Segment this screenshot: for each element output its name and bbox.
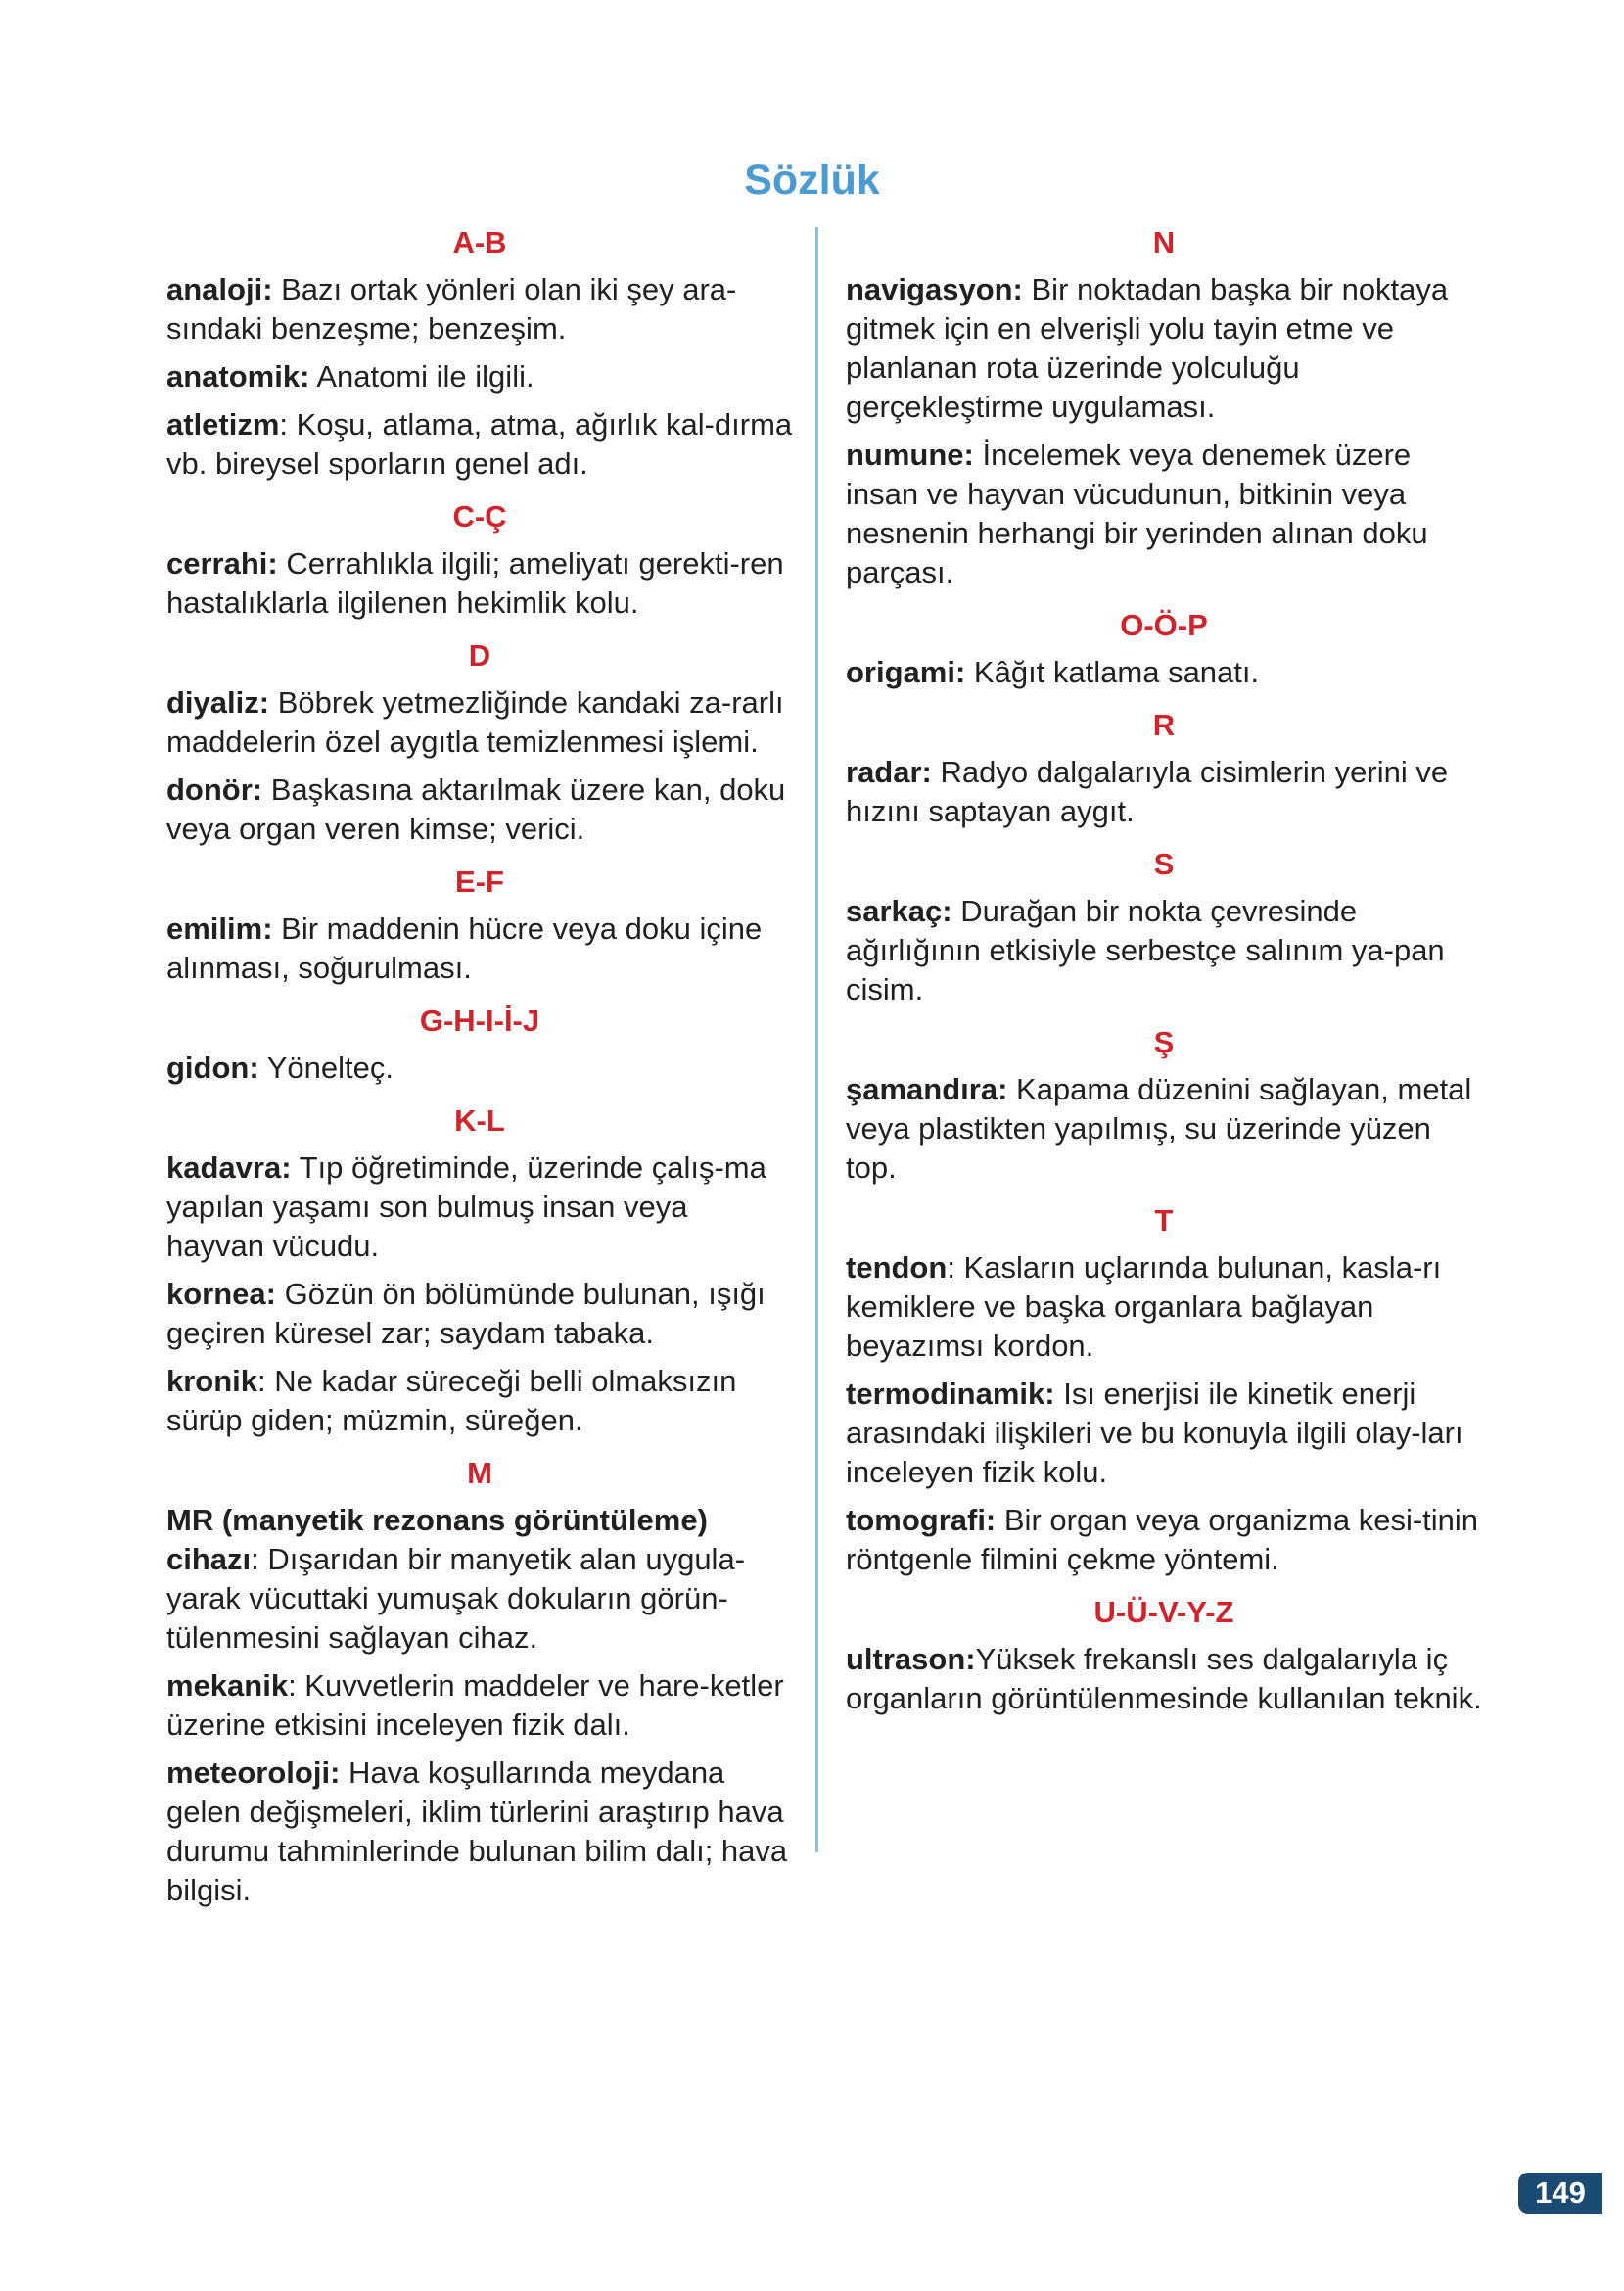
section-letter-heading: N [1152,225,1176,259]
entry-definition: Bir noktadan başka bir noktaya gitmek için en elverişli yolu tayin etme ve planlanan rota üzerinde yolculuğu gerçekleştirme uygulaması. [846,272,1449,424]
right-column [846,223,1482,1727]
section-letter-heading: S [1153,847,1175,881]
entry-definition: Durağan bir nokta çevresinde ağırlığının etkisiyle serbestçe salınım ya-pan cisim. [846,894,1445,1006]
entry-definition: Başkasına aktarılmak üzere kan, doku veya organ veren kimse; verici. [166,772,786,846]
glossary-entry [166,771,793,849]
glossary-entry [166,1049,793,1088]
glossary-section [846,1023,1482,1188]
glossary-entry [846,892,1482,1009]
glossary-entry [846,1248,1482,1366]
entry-term: donör: [166,772,263,807]
entry-term: cerrahi: [166,546,278,581]
entry-term: gidon: [166,1051,259,1085]
entry-term: mekanik [166,1668,289,1703]
section-letter-heading: T [1154,1203,1174,1238]
entry-definition: : Kasların uçlarında bulunan, kasla-rı kemiklere ve başka organlara bağlayan beyazımsı kordon. [846,1250,1442,1363]
glossary-entry [166,1275,793,1353]
entry-term: MR (manyetik rezonans görüntüleme) cihazı [166,1503,708,1576]
glossary-entry [846,436,1482,592]
entry-definition: Isı enerjisi ile kinetik enerji arasındaki ilişkileri ve bu konuyla ilgili olay-ları inceleyen fizik kolu. [846,1377,1463,1489]
glossary-section [166,863,793,988]
glossary-entry [166,544,793,623]
glossary-entry [166,270,793,349]
glossary-section [166,497,793,623]
section-letter-heading: M [467,1456,492,1490]
glossary-entry [846,1501,1482,1579]
entry-definition: Kapama düzenini sağlayan, metal veya plastikten yapılmış, su üzerinde yüzen top. [846,1072,1472,1185]
entry-term: atletizm [166,407,280,442]
entry-term: tomografi: [846,1503,997,1537]
glossary-entry [846,653,1482,692]
entry-definition: Bazı ortak yönleri olan iki şey ara-sındaki benzeşme; benzeşim. [166,272,737,346]
glossary-section [166,1002,793,1088]
glossary-entry [166,1148,793,1266]
glossary-entry [166,1666,793,1745]
glossary-entry [166,405,793,484]
section-letter-heading: U-Ü-V-Y-Z [1093,1595,1234,1629]
entry-term: termodinamik: [846,1377,1055,1411]
section-letter-heading: G-H-I-İ-J [419,1004,540,1038]
glossary-entry [166,357,793,397]
entry-definition: Cerrahlıkla ilgili; ameliyatı gerekti-ren hastalıklarla ilgilenen hekimlik kolu. [166,546,784,620]
entry-definition: Hava koşullarında meydana gelen değişmeleri, iklim türlerini araştırıp hava durumu tahminlerinde bulunan bilim dalı; hava bilgisi. [166,1755,788,1907]
glossary-entry [166,1753,793,1910]
entry-definition: Yüksek frekanslı ses dalgalarıyla iç organların görüntülenmesinde kullanılan teknik. [846,1642,1482,1715]
entry-definition: İncelemek veya denemek üzere insan ve hayvan vücudunun, bitkinin veya nesnenin herhangi bir yerinden alınan doku parçası. [846,438,1428,589]
entry-definition: Bir organ veya organizma kesi-tinin röntgenle filmini çekme yöntemi. [846,1503,1479,1576]
glossary-entry [166,910,793,988]
entry-term: navigasyon: [846,272,1023,306]
entry-definition: Gözün ön bölümünde bulunan, ışığı geçiren küresel zar; saydam tabaka. [166,1277,766,1350]
entry-term: radar: [846,755,932,789]
glossary-section [166,636,793,849]
entry-term: şamandıra: [846,1072,1008,1106]
section-letter-heading: O-Ö-P [1120,608,1208,642]
entry-definition: : Koşu, atlama, atma, ağırlık kal-dırma vb. bireysel sporların genel adı. [166,407,793,481]
glossary-entry [846,753,1482,831]
entry-term: kornea: [166,1277,276,1311]
entry-definition: Bir maddenin hücre veya doku içine alınması, soğurulması. [166,912,763,985]
entry-definition: Tıp öğretiminde, üzerinde çalış-ma yapılan yaşamı son bulmuş insan veya hayvan vücudu. [166,1150,766,1263]
glossary-section [166,223,793,484]
entry-term: numune: [846,438,974,472]
section-letter-heading: K-L [454,1103,505,1138]
glossary-section [846,1593,1482,1718]
glossary-section [846,223,1482,592]
section-letter-heading: R [1152,708,1176,742]
glossary-entry [846,1375,1482,1492]
entry-term: kadavra: [166,1150,292,1185]
entry-term: tendon [846,1250,948,1285]
entry-term: kronik [166,1364,258,1398]
section-letter-heading: E-F [455,865,504,899]
glossary-section [846,845,1482,1009]
entry-term: origami: [846,655,966,689]
entry-definition: Yönelteç. [258,1051,394,1085]
glossary-entry [846,1070,1482,1188]
entry-term: sarkaç: [846,894,952,928]
entry-definition: Radyo dalgalarıyla cisimlerin yerini ve hızını saptayan aygıt. [846,755,1449,828]
glossary-entry [846,270,1482,427]
entry-definition: : Ne kadar süreceği belli olmaksızın sürüp giden; müzmin, süreğen. [166,1364,737,1437]
section-letter-heading: D [468,638,491,673]
entry-term: ultrason: [846,1642,976,1676]
page-number: 149 [1518,2173,1602,2214]
glossary-section [166,1101,793,1440]
entry-term: anatomik: [166,359,310,394]
column-divider [815,227,818,1852]
left-column [166,223,793,1919]
entry-term: analoji: [166,272,273,306]
glossary-section [846,706,1482,831]
entry-term: meteoroloji: [166,1755,341,1790]
glossary-section [846,1201,1482,1579]
glossary-section [166,1454,793,1910]
glossary-section [846,606,1482,692]
glossary-entry [166,1362,793,1440]
page-title: Sözlük [744,157,880,204]
section-letter-heading: A-B [452,225,507,259]
entry-definition: Böbrek yetmezliğinde kandaki za-rarlı maddelerin özel aygıtla temizlenmesi işlemi. [166,685,784,759]
section-letter-heading: Ş [1153,1025,1175,1059]
entry-term: emilim: [166,912,273,946]
glossary-entry [166,1501,793,1658]
entry-term: diyaliz: [166,685,270,720]
glossary-entry [166,683,793,762]
entry-definition: : Kuvvetlerin maddeler ve hare-ketler üzerine etkisini inceleyen fizik dalı. [166,1668,784,1742]
section-letter-heading: C-Ç [452,499,507,534]
entry-definition: Kâğıt katlama sanatı. [965,655,1260,689]
entry-definition: : Dışarıdan bir manyetik alan uygula-yarak vücuttaki yumuşak dokuların görün-tülenmesini sağlayan cihaz. [166,1542,746,1655]
glossary-entry [846,1640,1482,1718]
entry-definition: Anatomi ile ilgili. [309,359,534,394]
